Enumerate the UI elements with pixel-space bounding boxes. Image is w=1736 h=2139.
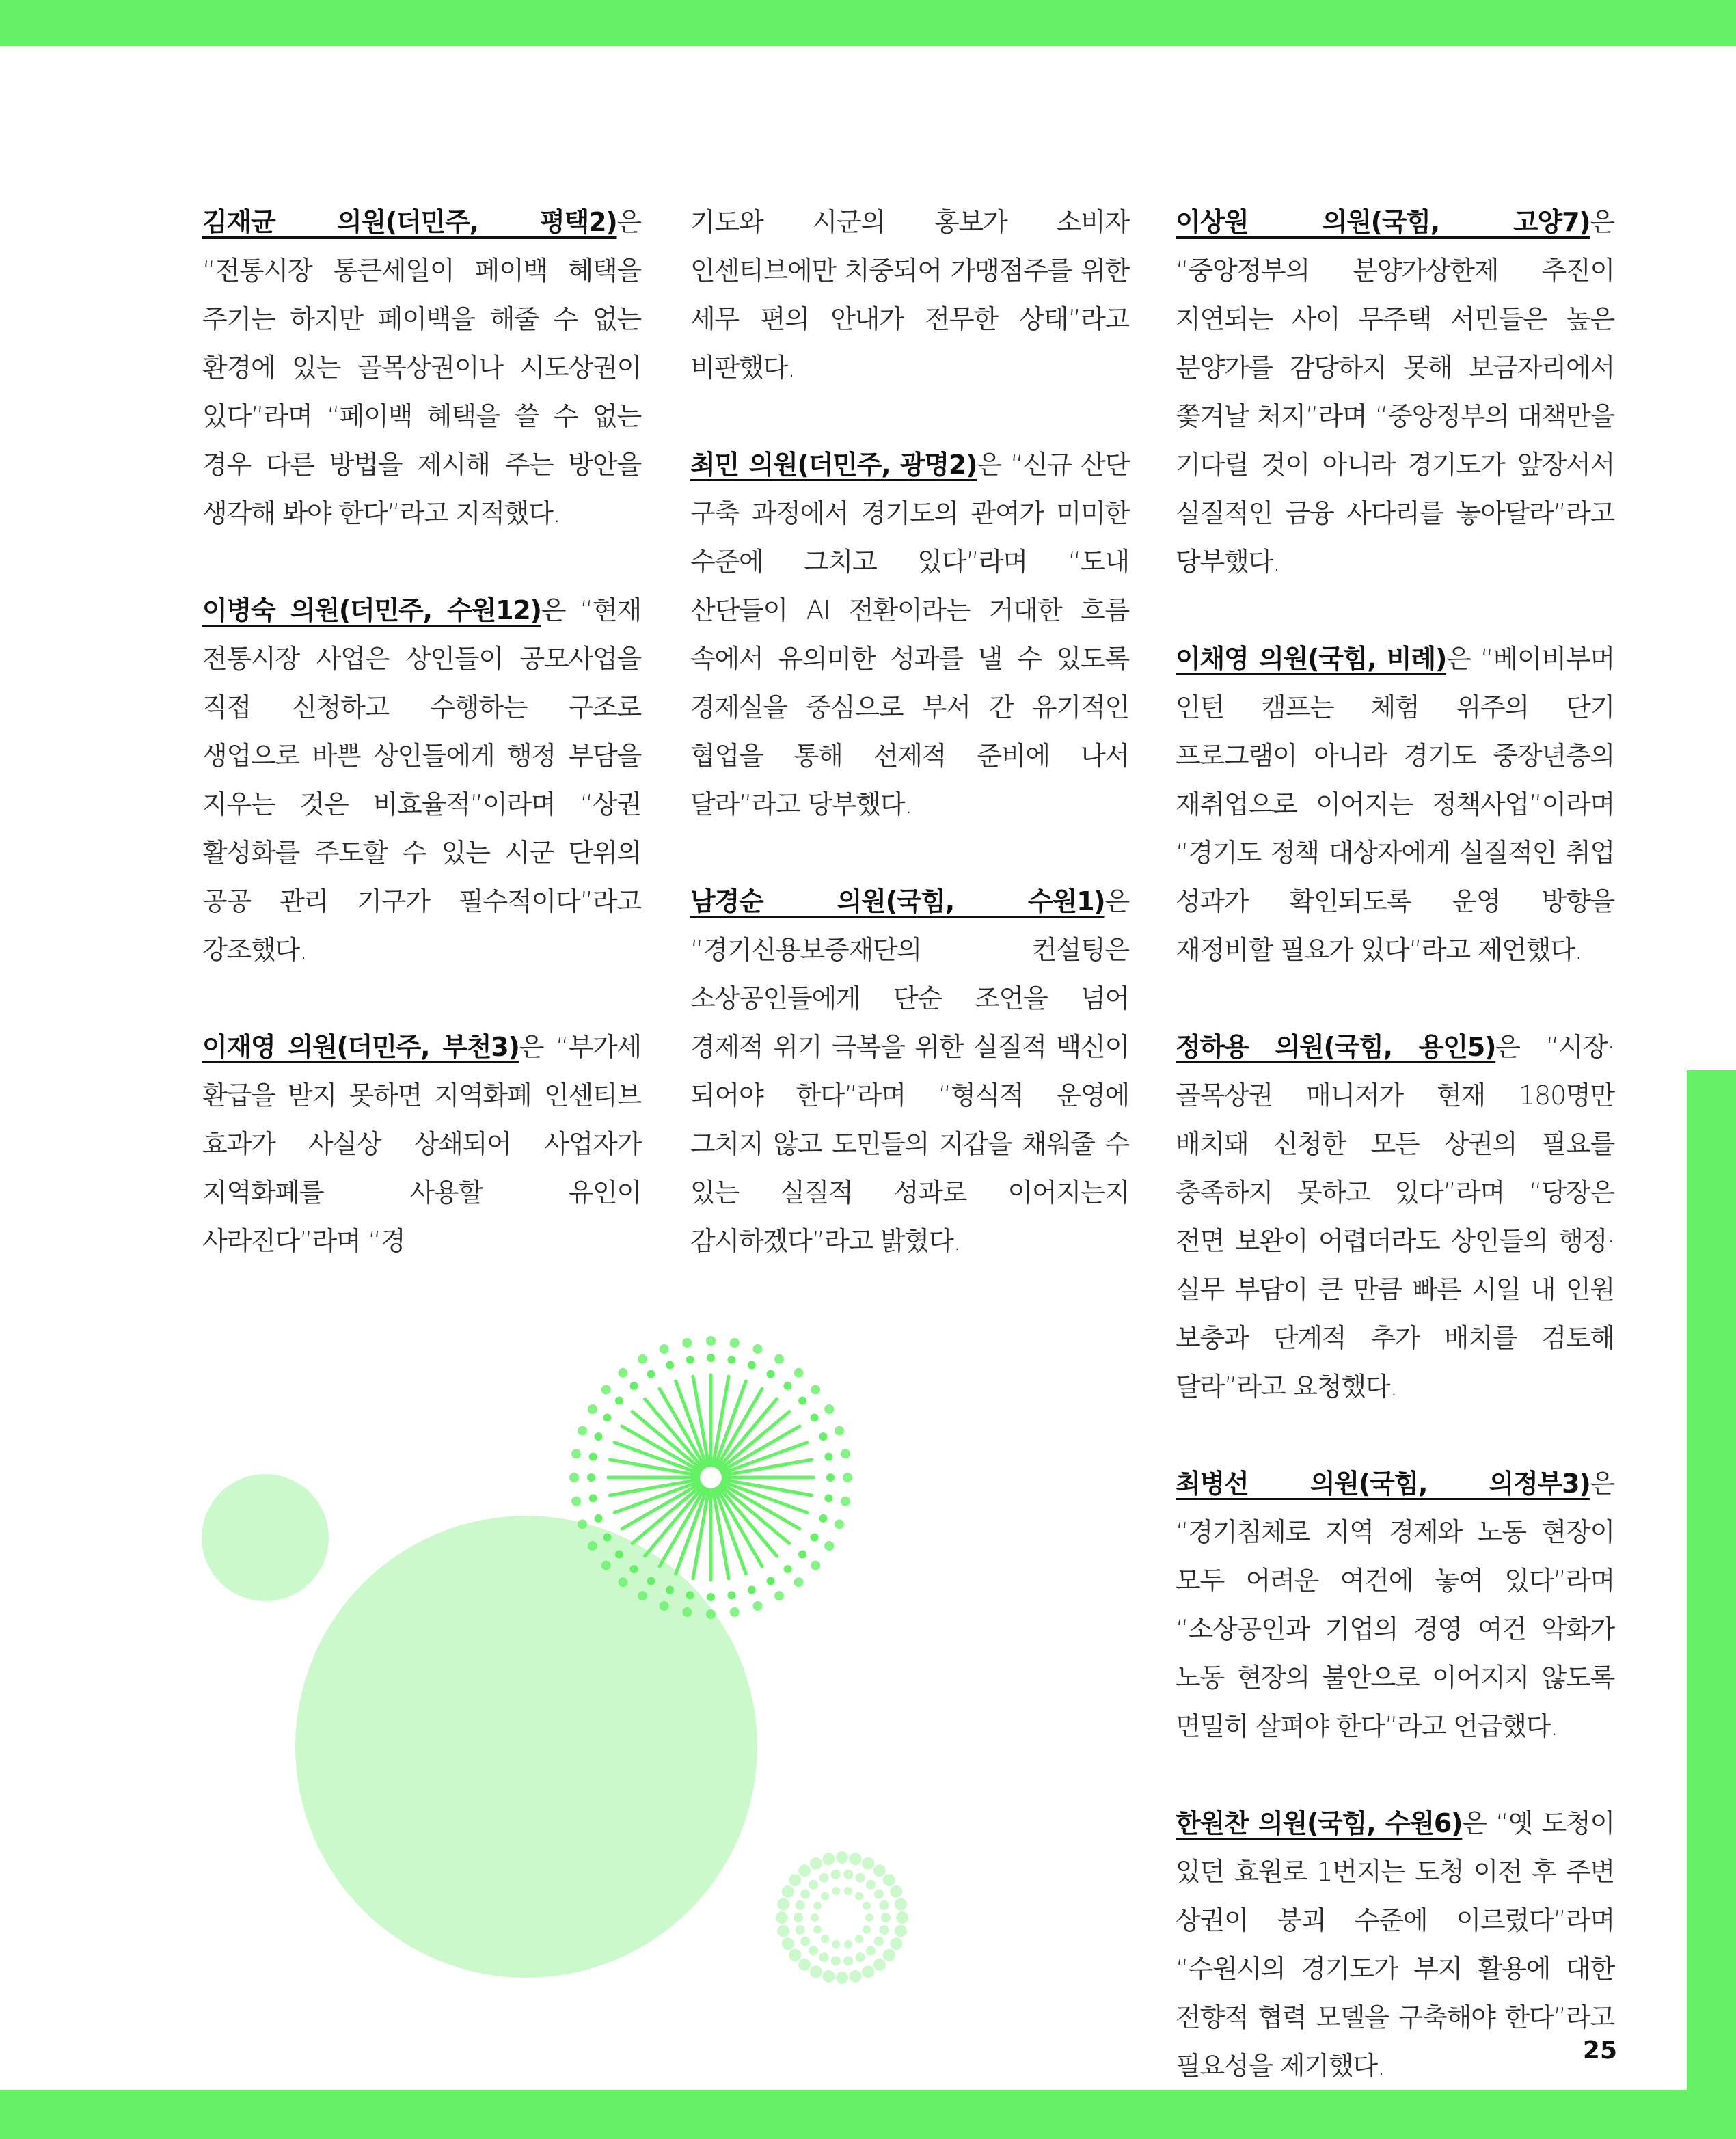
article-paragraph	[1176, 635, 1614, 975]
speaker-name: 정하용 의원(국힘, 용인5)	[1176, 1032, 1496, 1062]
top-accent-bar	[0, 0, 1736, 46]
ring-dot	[879, 1900, 889, 1910]
article-column-1	[202, 198, 641, 1314]
ring-dot	[777, 1898, 789, 1910]
ring-dot	[821, 1935, 829, 1943]
ring-dot	[821, 1892, 829, 1900]
burst-dot	[638, 1591, 647, 1600]
ring-dot	[856, 1952, 865, 1962]
speaker-name: 한원찬 의원(국힘, 수원6)	[1176, 1808, 1463, 1838]
quote-text: 은 “경기신용보증재단의 컨설팅은 소상공인들에게 단순 조언을 넘어 경제적 위기 극복을 위한 실질적 백신이 되어야 한다”라며 “형식적 운영에 그치지 않고 도민들의 지갑을 채워줄 수 있는 실질적 성과로 이어지는지 감시하겠다”라고 밝혔다.	[690, 886, 1129, 1256]
burst-ray	[632, 1486, 701, 1544]
burst-ray	[622, 1484, 700, 1529]
burst-dot	[588, 1541, 597, 1551]
burst-ray	[722, 1426, 800, 1471]
burst-dot	[603, 1414, 611, 1422]
burst-ray	[719, 1399, 777, 1468]
ring-dot	[850, 1970, 862, 1983]
burst-ray	[722, 1484, 800, 1529]
ring-dot	[798, 1864, 811, 1877]
burst-dot	[752, 1601, 762, 1611]
burst-ray	[660, 1389, 705, 1467]
burst-dot	[578, 1426, 587, 1436]
ring-dot	[856, 1873, 865, 1883]
burst-ray	[645, 1399, 703, 1468]
quote-text: 은 “중앙정부의 분양가상한제 추진이 지연되는 사이 무주택 서민들은 높은 분양가를 감당하지 못해 보금자리에서 쫓겨날 처지”라며 “중앙정부의 대책만을 기다릴 것이 아니라 경기도가 앞장서서 실질적인 금융 사다리를 놓아달라”라고 당부했다.	[1176, 207, 1614, 577]
speaker-name: 김재균 의원(더민주, 평택2)	[202, 207, 617, 237]
burst-dot	[686, 1591, 694, 1599]
ring-dot	[789, 1949, 801, 1961]
burst-dot	[794, 1368, 804, 1378]
speaker-name: 최병선 의원(국힘, 의정부3)	[1176, 1469, 1590, 1499]
article-paragraph	[1176, 198, 1614, 586]
ring-dot	[862, 1965, 874, 1978]
burst-dot	[824, 1494, 832, 1502]
burst-dot	[811, 1561, 820, 1570]
burst-dot	[707, 1354, 715, 1362]
burst-dot	[730, 1338, 740, 1348]
burst-ray	[719, 1487, 777, 1556]
ring-dot	[863, 1925, 871, 1933]
burst-dot	[835, 1426, 844, 1436]
quote-text: 은 “시장·골목상권 매니저가 현재 180명만 배치돼 신청한 모든 상권의 필요를 충족하지 못하고 있다”라며 “당장은 전면 보완이 어렵더라도 상인들의 행정·실무 부담이 큰 만큼 빠른 시일 내 인원 보충과 단계적 추가 배치를 검토해 달라”라고 요청했다.	[1176, 1032, 1614, 1402]
ring-dot	[836, 1972, 848, 1984]
article-paragraph	[1176, 1799, 1614, 2090]
page-number: 25	[1582, 2036, 1617, 2065]
burst-dot	[601, 1385, 611, 1394]
ring-dot	[844, 1940, 852, 1948]
ring-dot	[843, 1870, 853, 1879]
burst-dot	[783, 1382, 791, 1390]
burst-ray	[720, 1412, 789, 1470]
burst-dot	[660, 1344, 669, 1354]
burst-dot	[794, 1577, 804, 1587]
ring-dot	[896, 1911, 908, 1924]
burst-dot	[824, 1404, 834, 1414]
ring-dot	[865, 1913, 873, 1922]
burst-dot	[748, 1361, 756, 1370]
ring-dot	[879, 1925, 889, 1935]
ring-dot	[881, 1913, 891, 1922]
article-paragraph	[1176, 1460, 1614, 1751]
burst-ray	[614, 1443, 699, 1473]
burst-dot	[835, 1519, 844, 1529]
ring-dot	[776, 1911, 788, 1924]
article-paragraph	[690, 441, 1129, 829]
ring-dot	[862, 1857, 874, 1870]
burst-dot	[571, 1497, 581, 1506]
burst-ray	[610, 1480, 699, 1495]
burst-dot	[603, 1534, 611, 1542]
burst-ray	[614, 1482, 699, 1512]
ring-dot	[813, 1925, 822, 1933]
burst-dot	[826, 1473, 835, 1482]
burst-dot	[811, 1414, 819, 1422]
burst-dot	[569, 1473, 579, 1482]
burst-dot	[843, 1473, 852, 1482]
ring-dot	[789, 1874, 801, 1886]
burst-dot	[618, 1577, 627, 1587]
burst-ray	[632, 1412, 701, 1470]
ring-dot	[777, 1925, 789, 1937]
ring-dot	[873, 1959, 886, 1971]
burst-dot	[666, 1361, 674, 1370]
burst-dot	[707, 1593, 715, 1601]
speaker-name: 이채영 의원(국힘, 비례)	[1176, 644, 1447, 674]
burst-dot	[824, 1541, 834, 1551]
burst-dot	[706, 1609, 716, 1619]
burst-ray	[610, 1460, 699, 1475]
burst-dot	[841, 1497, 850, 1506]
quote-text: 은 “전통시장 통큰세일이 페이백 혜택을 주기는 하지만 페이백을 해줄 수 없는 환경에 있는 골목상권이나 시도상권이 있다”라며 “페이백 혜택을 쓸 수 없는 경우 다른 방법을 제시해 주는 방안을 생각해 봐야 한다”라고 지적했다.	[202, 207, 641, 528]
ring-dot	[883, 1874, 895, 1886]
quote-text: 은 “부가세 환급을 받지 못하면 지역화폐 인센티브 효과가 사실상 상쇄되어 사업자가 지역화폐를 사용할 유인이 사라진다”라며 “경	[202, 1032, 641, 1256]
ring-dot	[800, 1937, 810, 1946]
burst-dot	[618, 1368, 627, 1378]
ring-dot	[836, 1851, 848, 1864]
article-paragraph	[202, 586, 641, 975]
ring-dot	[832, 1887, 840, 1895]
burst-ray	[676, 1381, 707, 1466]
burst-ray	[676, 1489, 707, 1574]
burst-dot	[783, 1565, 791, 1573]
ring-dot	[810, 1857, 822, 1870]
ring-dot	[796, 1925, 805, 1935]
burst-dot	[819, 1514, 827, 1523]
burst-dot	[647, 1577, 655, 1585]
quote-text: 은 “신규 산단 구축 과정에서 경기도의 관여가 미미한 수준에 그치고 있다”라며 “도내 산단들이 AI 전환이라는 거대한 흐름 속에서 유의미한 성과를 낼 수 있도록 경제실을 중심으로 부서 간 유기적인 협업을 통해 선제적 준비에 나서 달라”라고 당부했다.	[690, 450, 1129, 819]
burst-dot	[774, 1591, 784, 1600]
article-paragraph	[202, 1023, 641, 1266]
ring-dot	[822, 1853, 835, 1865]
article-column-3	[1176, 198, 1614, 2139]
ring-dot	[855, 1892, 863, 1900]
ring-dot	[831, 1870, 841, 1879]
quote-text: 은 “옛 도청이 있던 효원로 1번지는 도청 이전 후 주변 상권이 붕괴 수준에 이르렀다”라며 “수원시의 경기도가 부지 활용에 대한 전향적 협력 모델을 구축해야 한다”라고 필요성을 제기했다.	[1176, 1808, 1614, 2081]
burst-ray	[717, 1389, 762, 1467]
burst-dot	[682, 1338, 692, 1348]
burst-ray	[722, 1482, 807, 1512]
speaker-name: 남경순 의원(국힘, 수원1)	[690, 886, 1105, 916]
burst-dot	[630, 1565, 638, 1573]
ring-dot	[855, 1935, 863, 1943]
speaker-name: 이병숙 의원(더민주, 수원12)	[202, 595, 541, 625]
ring-dot	[883, 1949, 895, 1961]
ring-dot	[874, 1937, 884, 1946]
side-accent-bar	[1687, 1070, 1736, 2139]
burst-ray	[723, 1480, 812, 1495]
quote-text: 은 “베이비부머 인턴 캠프는 체험 위주의 단기 프로그램이 아니라 경기도 중장년층의 재취업으로 이어지는 정책사업”이라며 “경기도 정책 대상자에게 실질적인 취업 성과가 확인되도록 운영 방향을 재정비할 필요가 있다”라고 제언했다.	[1176, 644, 1614, 965]
ring-dot	[782, 1885, 794, 1898]
burst-dot	[589, 1453, 597, 1461]
ring-dot	[819, 1952, 828, 1962]
burst-dot	[811, 1385, 820, 1394]
burst-dot	[595, 1514, 603, 1523]
article-column-2	[690, 198, 1129, 1314]
burst-dot	[615, 1550, 623, 1558]
burst-ray	[720, 1486, 789, 1544]
burst-dot	[748, 1585, 756, 1594]
ring-dot	[843, 1956, 853, 1965]
ring-dot	[822, 1970, 835, 1983]
burst-dot	[811, 1534, 819, 1542]
burst-ray	[645, 1487, 703, 1556]
burst-dot	[730, 1607, 740, 1617]
burst-ray	[693, 1376, 709, 1465]
burst-dot	[660, 1601, 669, 1611]
burst-dot	[595, 1432, 603, 1441]
ring-dot	[844, 1887, 852, 1895]
burst-dot	[727, 1591, 735, 1599]
burst-ray	[660, 1488, 705, 1566]
burst-dot	[819, 1432, 827, 1441]
quote-text: 은 “현재 전통시장 사업은 상인들이 공모사업을 직접 신청하고 수행하는 구조로 생업으로 바쁜 상인들에게 행정 부담을 지우는 것은 비효율적”이라며 “상권 활성화를 주도할 수 있는 시군 단위의 공공 관리 기구가 필수적이다”라고 강조했다.	[202, 595, 641, 965]
burst-dot	[798, 1397, 806, 1405]
burst-dot	[571, 1449, 581, 1458]
article-paragraph	[1176, 1023, 1614, 1411]
ring-dot	[819, 1873, 828, 1883]
burst-ray	[713, 1376, 729, 1465]
burst-dot	[767, 1370, 775, 1378]
ring-dot	[796, 1900, 805, 1910]
burst-ray	[722, 1443, 807, 1473]
burst-dot	[589, 1494, 597, 1502]
ring-dot	[811, 1913, 819, 1922]
burst-dot	[578, 1519, 587, 1529]
ring-dot	[890, 1937, 902, 1950]
small-circle-decoration	[202, 1474, 329, 1601]
burst-dot	[706, 1336, 716, 1346]
quote-text: 기도와 시군의 홍보가 소비자 인센티브에만 치중되어 가맹점주를 위한 세무 편의 안내가 전무한 상태”라고 비판했다.	[690, 207, 1129, 383]
burst-dot	[752, 1344, 762, 1354]
large-circle-decoration	[295, 1516, 757, 1978]
burst-dot	[630, 1382, 638, 1390]
burst-dot	[587, 1473, 595, 1482]
burst-ray	[715, 1489, 746, 1574]
burst-ray	[723, 1460, 812, 1475]
ring-dot	[794, 1913, 803, 1922]
ring-dot	[863, 1902, 871, 1910]
quote-text: 은 “경기침체로 지역 경제와 노동 현장이 모두 어려운 여건에 놓여 있다”라며 “소상공인과 기업의 경영 여건 악화가 노동 현장의 불안으로 이어지지 않도록 면밀히 살펴야 한다”라고 언급했다.	[1176, 1469, 1614, 1741]
burst-dot	[638, 1354, 647, 1364]
article-paragraph	[202, 198, 641, 538]
ring-dot	[850, 1853, 862, 1865]
ring-dot	[866, 1880, 876, 1890]
ring-dot	[866, 1946, 876, 1955]
ring-dot	[782, 1937, 794, 1950]
ring-dot	[810, 1965, 822, 1978]
speaker-name: 이상원 의원(국힘, 고양7)	[1176, 207, 1590, 237]
ring-dot	[890, 1885, 902, 1898]
ring-dot	[873, 1864, 886, 1877]
ring-dot	[813, 1902, 822, 1910]
burst-dot	[682, 1607, 692, 1617]
ring-dot	[831, 1956, 841, 1965]
ring-dot	[832, 1940, 840, 1948]
burst-ray	[715, 1381, 746, 1466]
ring-dot	[895, 1925, 907, 1937]
burst-dot	[767, 1577, 775, 1585]
burst-dot	[824, 1453, 832, 1461]
article-paragraph	[690, 877, 1129, 1266]
burst-dot	[615, 1397, 623, 1405]
burst-dot	[686, 1356, 694, 1364]
burst-dot	[841, 1449, 850, 1458]
burst-dot	[647, 1370, 655, 1378]
burst-dot	[798, 1550, 806, 1558]
dot-ring-decoration	[776, 1851, 908, 1984]
ring-dot	[874, 1889, 884, 1898]
burst-dot	[774, 1354, 784, 1364]
burst-dot	[727, 1356, 735, 1364]
ring-dot	[895, 1898, 907, 1910]
burst-decoration	[569, 1336, 852, 1619]
burst-dot	[588, 1404, 597, 1414]
burst-ray	[717, 1488, 762, 1566]
ring-dot	[809, 1946, 818, 1955]
burst-ray	[622, 1426, 700, 1471]
ring-dot	[800, 1889, 810, 1898]
burst-ray	[693, 1490, 709, 1579]
burst-dot	[601, 1561, 611, 1570]
speaker-name: 최민 의원(더민주, 광명2)	[690, 450, 977, 480]
burst-dot	[666, 1585, 674, 1594]
speaker-name: 이재영 의원(더민주, 부천3)	[202, 1032, 519, 1062]
burst-ray	[713, 1490, 729, 1579]
article-paragraph-continued	[690, 198, 1129, 392]
ring-dot	[798, 1959, 811, 1971]
ring-dot	[809, 1880, 818, 1890]
